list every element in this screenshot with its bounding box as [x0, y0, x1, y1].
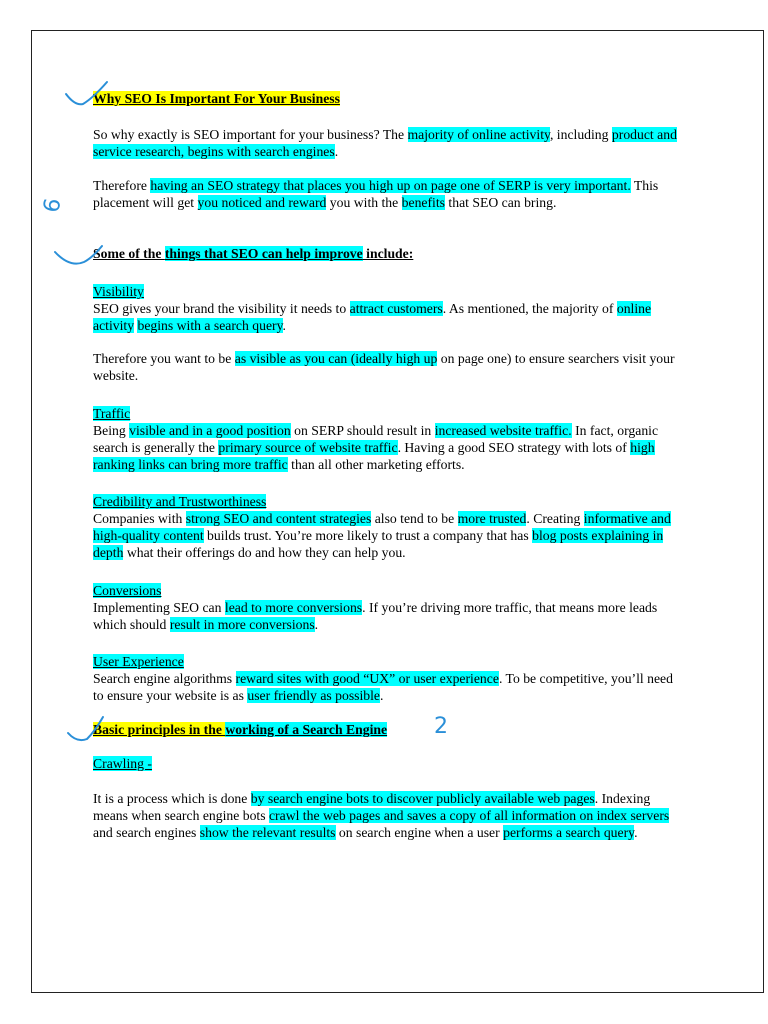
- paragraph-conversions: [93, 599, 683, 633]
- s15-run-4: .: [380, 688, 384, 703]
- s6-run-1: attract customers: [349, 301, 443, 316]
- s14-run-0: User Experience: [93, 654, 184, 669]
- s3-run-5: benefits: [401, 195, 445, 210]
- s11-run-1: strong SEO and content strategies: [185, 511, 372, 526]
- s3-run-1: having an SEO strategy that places you high up on page one of SERP is very important.: [150, 178, 631, 193]
- heading-things-seo-improves: [93, 245, 413, 262]
- paragraph-visibility: [93, 300, 683, 334]
- s6-run-6: .: [282, 318, 286, 333]
- checkmark-icon: [52, 240, 104, 272]
- s13-run-1: lead to more conversions: [224, 600, 363, 615]
- s4-run-1: things that SEO can help improve: [164, 246, 363, 261]
- s11-run-3: more trusted: [457, 511, 527, 526]
- s5-run-0: Visibility: [93, 284, 144, 299]
- s7-run-1: as visible as you can (ideally high up: [234, 351, 438, 366]
- s16-run-0: Basic principles in the: [93, 722, 226, 737]
- s13-run-0: Implementing SEO can: [93, 600, 225, 615]
- s15-run-1: reward sites with good “UX” or user experience: [235, 671, 499, 686]
- s11-run-2: also tend to be: [371, 511, 458, 526]
- s11-run-5: informative and high-quality content: [93, 511, 671, 543]
- checkmark-icon: [63, 80, 111, 110]
- s9-run-4: In fact, organic search is generally the: [93, 423, 659, 455]
- s7-run-0: Therefore you want to be: [93, 351, 235, 366]
- s9-run-3: increased website traffic.: [434, 423, 572, 438]
- s18-run-6: on search engine when a user: [335, 825, 504, 840]
- s18-run-3: crawl the web pages and saves a copy of all information on index servers: [268, 808, 670, 823]
- s4-run-0: Some of the: [93, 246, 165, 261]
- s4-run-2: include:: [362, 246, 414, 261]
- paragraph-user-experience: [93, 670, 683, 704]
- paragraph-intro: [93, 126, 683, 160]
- subheading-conversions: [93, 582, 161, 599]
- s6-run-2: . As mentioned, the majority of: [442, 301, 617, 316]
- paragraph-crawling: [93, 790, 683, 841]
- subheading-crawling: [93, 755, 152, 772]
- s13-run-4: .: [314, 617, 319, 632]
- s2-run-2: , including: [549, 127, 612, 142]
- s6-run-5: begins with a search query: [137, 318, 283, 333]
- s3-run-2: This placement will get: [93, 178, 659, 210]
- s3-run-4: you with the: [326, 195, 402, 210]
- s2-run-0: So why exactly is SEO important for your business? The: [93, 127, 408, 142]
- s1-run-0: Why SEO Is Important For Your Business: [93, 91, 340, 106]
- s18-run-2: . Indexing means when search engine bots: [93, 791, 651, 823]
- s18-run-8: .: [634, 825, 638, 840]
- s18-run-1: by search engine bots to discover publicly available web pages: [250, 791, 595, 806]
- s10-run-0: Credibility and Trustworthiness: [93, 494, 267, 509]
- s18-run-5: show the relevant results: [199, 825, 336, 840]
- s11-run-8: what their offerings do and how they can help you.: [123, 545, 406, 560]
- s6-run-0: SEO gives your brand the visibility it needs to: [93, 301, 350, 316]
- s9-run-7: high ranking links can bring more traffic: [93, 440, 655, 472]
- subheading-visibility: [93, 283, 144, 300]
- s3-run-6: that SEO can bring.: [445, 195, 557, 210]
- s9-run-8: than all other marketing efforts.: [287, 457, 465, 472]
- s18-run-7: performs a search query: [503, 825, 635, 840]
- s7-run-2: on page one) to ensure searchers visit your website.: [93, 351, 675, 383]
- s13-run-2: . If you’re driving more traffic, that means more leads which should: [93, 600, 658, 632]
- s3-run-3: you noticed and reward: [197, 195, 327, 210]
- s2-run-4: .: [334, 144, 339, 159]
- s18-run-4: and search engines: [93, 825, 200, 840]
- s11-run-0: Companies with: [93, 511, 186, 526]
- s9-run-2: on SERP should result in: [290, 423, 435, 438]
- paragraph-credibility: [93, 510, 683, 561]
- subheading-credibility: [93, 493, 266, 510]
- s11-run-6: builds trust. You’re more likely to trust a company that has: [203, 528, 533, 543]
- heading-basic-principles: [93, 721, 387, 738]
- s15-run-3: user friendly as possible: [247, 688, 381, 703]
- s12-run-0: Conversions: [93, 583, 162, 598]
- checkmark-icon: [65, 715, 107, 745]
- s15-run-0: Search engine algorithms: [93, 671, 236, 686]
- paragraph-therefore: [93, 177, 683, 211]
- handwritten-number-two: [434, 714, 448, 739]
- handwritten-number-two-text: 2: [434, 714, 448, 739]
- paragraph-visible: [93, 350, 683, 384]
- subheading-user-experience: [93, 653, 184, 670]
- s11-run-4: . Creating: [526, 511, 584, 526]
- s9-run-0: Being: [93, 423, 130, 438]
- s16-run-1: working of a Search Engine: [225, 722, 388, 737]
- s9-run-5: primary source of website traffic: [218, 440, 398, 455]
- s18-run-0: It is a process which is done: [93, 791, 251, 806]
- s17-run-0: Crawling -: [93, 756, 152, 771]
- handwritten-number-six-text: 6: [39, 196, 67, 215]
- s2-run-1: majority of online activity: [407, 127, 550, 142]
- s2-run-3: product and service research, begins with search engines: [93, 127, 677, 159]
- s9-run-6: . Having a good SEO strategy with lots of: [397, 440, 631, 455]
- s15-run-2: . To be competitive, you’ll need to ensure your website is as: [93, 671, 673, 703]
- paragraph-traffic: [93, 422, 683, 473]
- s13-run-3: result in more conversions: [169, 617, 315, 632]
- s6-run-3: online activity: [93, 301, 652, 333]
- s9-run-1: visible and in a good position: [129, 423, 291, 438]
- s11-run-7: blog posts explaining in depth: [93, 528, 664, 560]
- s3-run-0: Therefore: [93, 178, 151, 193]
- subheading-traffic: [93, 405, 130, 422]
- heading-why-seo: [93, 90, 340, 107]
- s8-run-0: Traffic: [93, 406, 131, 421]
